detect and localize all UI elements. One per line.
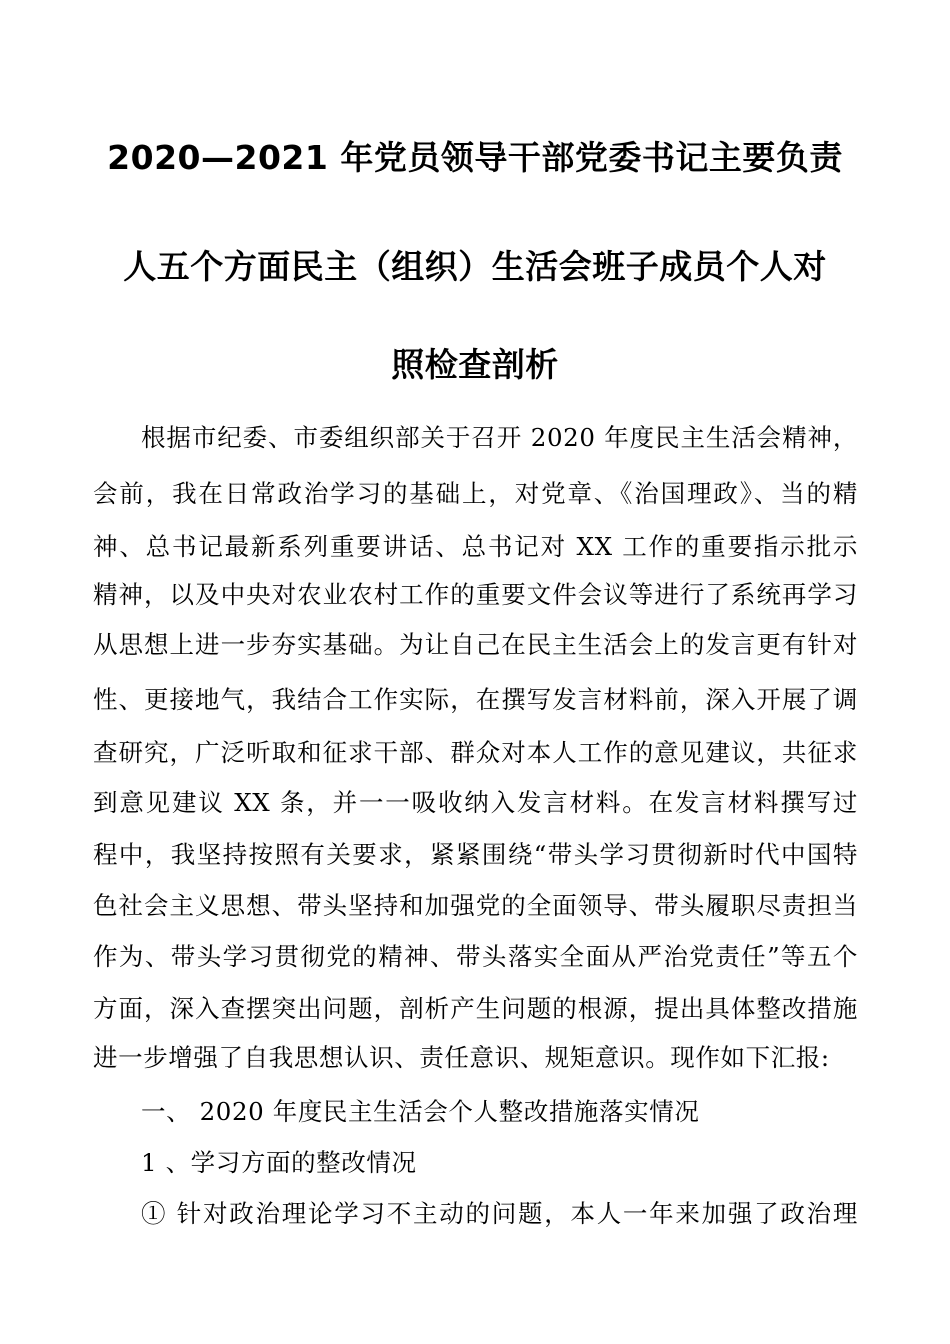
paragraph-1-line-2: 会前，我在日常政治学习的基础上，对党章、《治国理政》、当的精 — [93, 479, 858, 508]
paragraph-1-line-10: 色社会主义思想、带头坚持和加强党的全面领导、带头履职尽责担当 — [93, 891, 858, 920]
paragraph-1-line-12: 方面，深入查摆突出问题，剖析产生问题的根源，提出具体整改措施 — [93, 994, 858, 1023]
paragraph-1-line-7: 查研究，广泛听取和征求干部、群众对本人工作的意见建议，共征求 — [93, 738, 858, 767]
paragraph-1-line-5: 从思想上进一步夯实基础。为让自己在民主生活会上的发言更有针对 — [93, 630, 858, 659]
subsection-1-heading: 1 、学习方面的整改情况 — [141, 1148, 417, 1177]
document-title-line-1: 2020—2021 年党员领导干部党委书记主要负责 — [107, 138, 843, 177]
paragraph-1-line-6: 性、更接地气，我结合工作实际，在撰写发言材料前，深入开展了调 — [93, 685, 858, 714]
paragraph-1-line-11: 作为、带头学习贯彻党的精神、带头落实全面从严治党责任”等五个 — [93, 942, 858, 971]
paragraph-1-line-13: 进一步增强了自我思想认识、责任意识、规矩意识。现作如下汇报: — [93, 1043, 830, 1072]
paragraph-1-line-3: 神、总书记最新系列重要讲话、总书记对 XX 工作的重要指示批示 — [93, 532, 858, 561]
document-title-line-3: 照检查剖析 — [391, 345, 559, 384]
document-title-line-2: 人五个方面民主（组织）生活会班子成员个人对 — [123, 247, 827, 286]
paragraph-1-line-4: 精神，以及中央对农业农村工作的重要文件会议等进行了系统再学习 — [93, 580, 858, 609]
paragraph-1-line-9: 程中，我坚持按照有关要求，紧紧围绕“带头学习贯彻新时代中国特 — [93, 840, 858, 869]
section-1-heading: 一、 2020 年度民主生活会个人整改措施落实情况 — [141, 1097, 700, 1126]
paragraph-1-line-1: 根据市纪委、市委组织部关于召开 2020 年度民主生活会精神， — [141, 423, 858, 452]
paragraph-1-line-8: 到意见建议 XX 条，并一一吸收纳入发言材料。在发言材料撰写过 — [93, 788, 858, 817]
item-1-line: ① 针对政治理论学习不主动的问题，本人一年来加强了政治理 — [141, 1199, 858, 1228]
